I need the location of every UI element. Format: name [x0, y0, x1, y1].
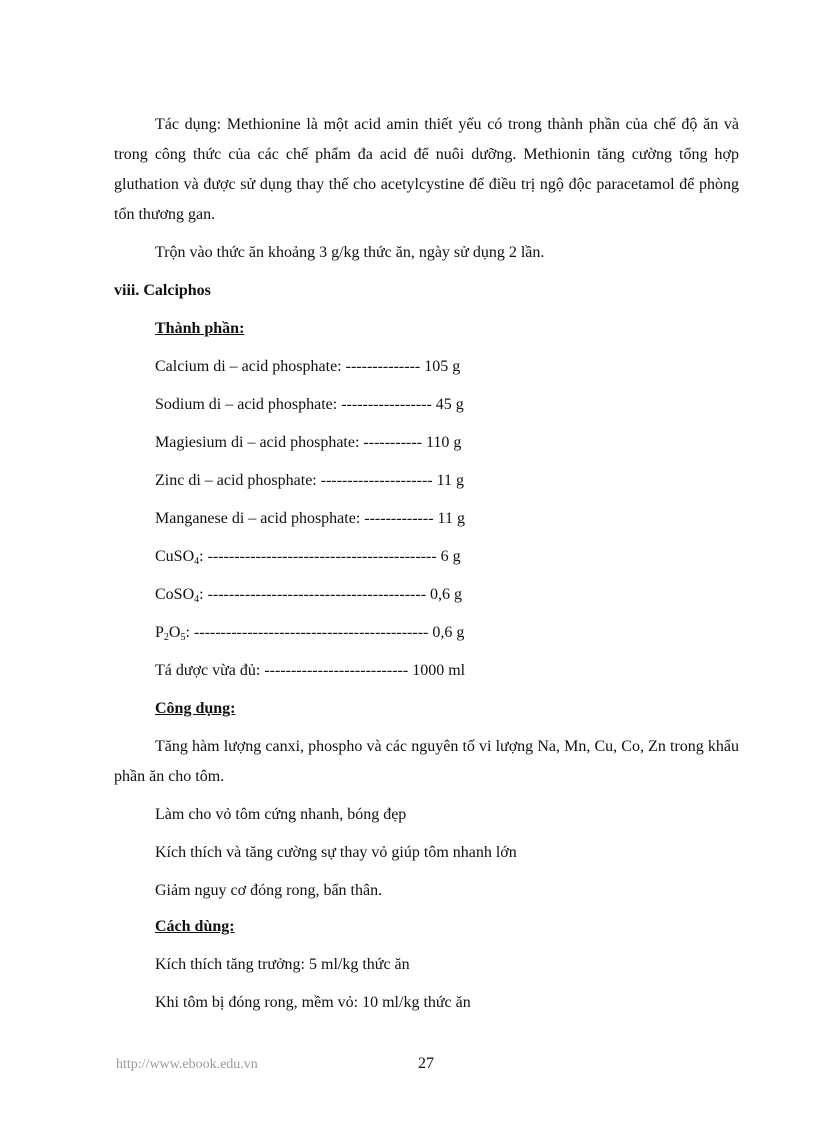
- ingredient-p2o5: $P_2O_5$: -------------------------------------------- 0,6 g: [155, 624, 465, 643]
- thanh-phan-heading: Thành phần:: [155, 320, 245, 337]
- cong-dung-heading: Công dụng:: [155, 700, 236, 717]
- cach-dung-line-1: Kích thích tăng trưởng: 5 ml/kg thức ăn: [155, 956, 410, 973]
- dosage-line: Trộn vào thức ăn khoảng 3 g/kg thức ăn, ngày sử dụng 2 lần.: [155, 244, 545, 261]
- ingredient-calcium: Calcium di – acid phosphate: -------------- 105 g: [155, 358, 461, 375]
- section-title: viii. Calciphos: [114, 282, 211, 299]
- cong-dung-paragraph: Tăng hàm lượng canxi, phospho và các nguyên tố vi lượng Na, Mn, Cu, Co, Zn trong khẩu phần ăn cho tôm.: [114, 738, 739, 785]
- ingredient-coso4: CoSO$_4$: ----------------------------------------- 0,6 g: [155, 586, 463, 605]
- ingredient-excipient: Tá dược vừa đủ: --------------------------- 1000 ml: [155, 662, 466, 679]
- ingredient-sodium: Sodium di – acid phosphate: ----------------- 45 g: [155, 396, 464, 413]
- footer-url: http://www.ebook.edu.vn: [116, 1057, 258, 1072]
- cong-dung-line-2: Kích thích và tăng cường sự thay vỏ giúp tôm nhanh lớn: [155, 844, 517, 861]
- page-number: 27: [418, 1055, 434, 1072]
- ingredient-zinc: Zinc di – acid phosphate: --------------------- 11 g: [155, 472, 465, 489]
- cach-dung-line-2: Khi tôm bị đóng rong, mềm vỏ: 10 ml/kg thức ăn: [155, 994, 471, 1011]
- cong-dung-line-1: Làm cho vỏ tôm cứng nhanh, bóng đẹp: [155, 806, 407, 823]
- cong-dung-line-3: Giảm nguy cơ đóng rong, bẩn thân.: [155, 882, 383, 899]
- ingredient-cuso4: CuSO$_4$: ------------------------------------------- 6 g: [155, 548, 461, 567]
- ingredient-manganese: Manganese di – acid phosphate: ------------- 11 g: [155, 510, 465, 527]
- tac-dung-paragraph: Tác dụng: Methionine là một acid amin thiết yếu có trong thành phần của chế độ ăn và trong công thức của các chế phẩm đa acid để nuôi dưỡng. Methionin tăng cường tổng hợp gluthation và được sử dụng thay thế cho acetylcystine để điều trị ngộ độc paracetamol để phòng tổn thương gan.: [114, 116, 739, 223]
- ingredient-magiesium: Magiesium di – acid phosphate: ----------- 110 g: [155, 434, 462, 451]
- cach-dung-heading: Cách dùng:: [155, 918, 235, 935]
